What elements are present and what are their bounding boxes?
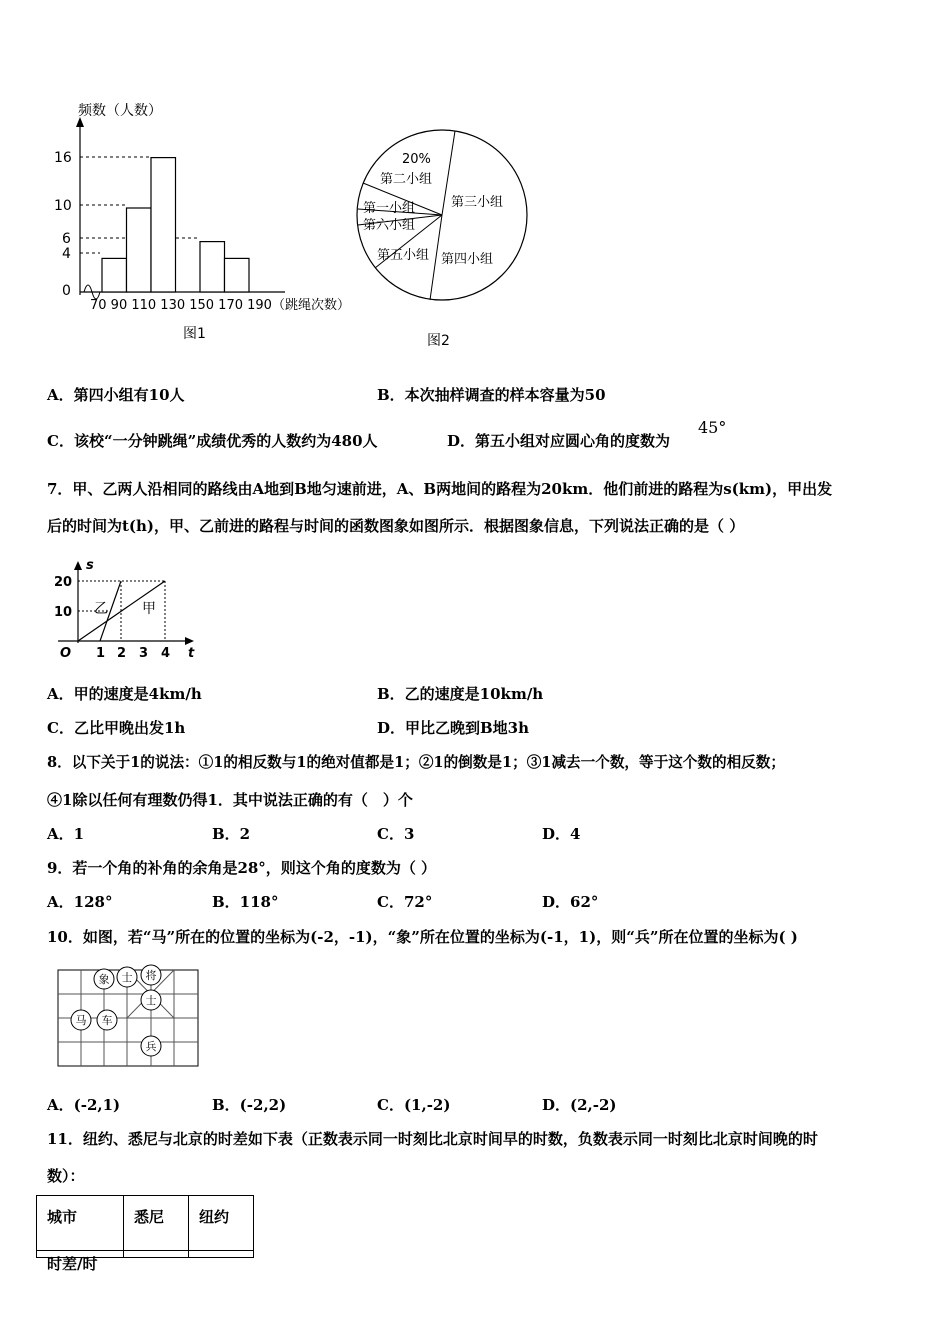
piece-ma: 马 [75, 1014, 87, 1027]
y-tick-label: 4 [62, 246, 71, 262]
q10-option-d[interactable]: D．(2,-2) [542, 1096, 617, 1114]
piece-shi: 士 [145, 994, 157, 1007]
q9-option-c[interactable]: C．72° [377, 893, 433, 911]
piece-jiang: 将 [145, 969, 157, 982]
q7-graph [48, 555, 208, 665]
histogram-bar [102, 258, 127, 292]
table-header-city: 城市 [37, 1196, 124, 1251]
q7-option-d[interactable]: D．甲比乙晚到B地3h [377, 719, 530, 737]
histogram-bar [225, 258, 250, 292]
q8-option-a[interactable]: A．1 [47, 825, 85, 843]
histogram-bars [102, 158, 249, 292]
y-tick-label: 10 [54, 198, 72, 214]
time-difference-table [36, 1195, 254, 1258]
x-axis-label: 70 90 110 130 150 170 190（跳绳次数） [90, 298, 350, 313]
y-tick-label: 16 [54, 150, 72, 166]
piece-bing: 兵 [145, 1040, 157, 1053]
chess-board-figure [52, 962, 204, 1072]
q11-stem-line2: 数）： [47, 1167, 85, 1185]
q6-option-d[interactable]: D．第五小组对应圆心角的度数为 [447, 432, 671, 450]
q11-stem-line1: 11．纽约、悉尼与北京的时差如下表（正数表示同一时刻比北京时间早的时数，负数表示同一时刻比北京时间晚的时 [47, 1130, 818, 1148]
t-tick-label: 4 [161, 646, 171, 661]
figure1-caption: 图1 [183, 326, 206, 342]
q7-stem-line1: 7．甲、乙两人沿相同的路线由A地到B地匀速前进，A、B两地间的路程为20km．他们前进的路程为s(km)，甲出发 [47, 480, 833, 498]
pie-slice-label: 第一小组 [363, 201, 416, 216]
q8-option-c[interactable]: C．3 [377, 825, 415, 843]
q9-stem: 9．若一个角的补角的余角是28°，则这个角的度数为（ ） [47, 859, 437, 877]
y-tick-label: 0 [62, 283, 71, 299]
s-axis-arrow [74, 561, 82, 570]
histogram-bar [127, 208, 152, 292]
q7-option-a[interactable]: A．甲的速度是4km/h [47, 685, 202, 703]
q10-option-b[interactable]: B．(-2,2) [212, 1096, 287, 1114]
q10-option-a[interactable]: A．(-2,1) [47, 1096, 121, 1114]
pie-slice-label: 第三小组 [451, 195, 504, 210]
table-cell [189, 1251, 254, 1258]
t-tick-label: 2 [117, 646, 127, 661]
yi-line-label: 乙 [94, 601, 108, 617]
histogram-figure [40, 95, 380, 325]
q7-option-c[interactable]: C．乙比甲晚出发1h [47, 719, 186, 737]
piece-che: 车 [101, 1014, 113, 1027]
q7-stem-line2: 后的时间为t(h)，甲、乙前进的路程与时间的函数图象如图所示．根据图象信息，下列说法正确的是（ ） [47, 517, 745, 535]
q8-stem-line2: ④1除以任何有理数仍得1．其中说法正确的有（ ）个 [47, 791, 413, 809]
q10-option-c[interactable]: C．(1,-2) [377, 1096, 451, 1114]
q6-option-c[interactable]: C．该校“一分钟跳绳”成绩优秀的人数约为480人 [47, 432, 378, 450]
pie-slice-label: 第四小组 [441, 252, 494, 267]
t-axis-label: t [188, 646, 195, 661]
histogram-bar [151, 158, 176, 292]
figure2-caption: 图2 [427, 333, 450, 349]
y-tick-label: 6 [62, 231, 71, 247]
q9-option-b[interactable]: B．118° [212, 893, 279, 911]
t-tick-label: 1 [96, 646, 106, 661]
pie-figure [355, 125, 535, 305]
q7-option-b[interactable]: B．乙的速度是10km/h [377, 685, 544, 703]
q9-option-a[interactable]: A．128° [47, 893, 113, 911]
table-row-label: 时差/时 [47, 1255, 98, 1273]
origin-label: O [60, 646, 72, 661]
piece-shi: 士 [121, 971, 133, 984]
jia-line-label: 甲 [142, 601, 156, 617]
q6-option-a[interactable]: A．第四小组有10人 [47, 386, 185, 404]
q6-option-d-value: 45° [698, 418, 727, 437]
piece-xiang: 象 [98, 973, 110, 986]
q8-option-d[interactable]: D．4 [542, 825, 581, 843]
q10-stem: 10．如图，若“马”所在的位置的坐标为(-2，-1)，“象”所在位置的坐标为(-1，1)，则“兵”所在位置的坐标为( ) [47, 928, 798, 946]
pie-slice-label: 第六小组 [363, 218, 416, 233]
table-header-newyork: 纽约 [189, 1196, 254, 1251]
q9-option-d[interactable]: D．62° [542, 893, 599, 911]
s-axis-label: s [86, 558, 94, 573]
table-header-sydney: 悉尼 [124, 1196, 189, 1251]
pie-slice-percent: 20% [402, 152, 431, 167]
histogram-bar [200, 242, 225, 292]
pie-slice-label: 第二小组 [380, 172, 433, 187]
t-tick-label: 3 [139, 646, 149, 661]
q6-option-b[interactable]: B．本次抽样调查的样本容量为50 [377, 386, 606, 404]
q8-option-b[interactable]: B．2 [212, 825, 251, 843]
y-axis-label: 频数（人数） [78, 103, 162, 119]
s-tick-label: 10 [54, 605, 73, 620]
q8-stem-line1: 8．以下关于1的说法：①1的相反数与1的绝对值都是1；②1的倒数是1；③1减去一个数，等于这个数的相反数； [47, 754, 785, 771]
table-cell [124, 1251, 189, 1258]
pie-slice-label: 第五小组 [377, 248, 430, 263]
t-axis-arrow [185, 637, 194, 645]
s-tick-label: 20 [54, 575, 73, 590]
